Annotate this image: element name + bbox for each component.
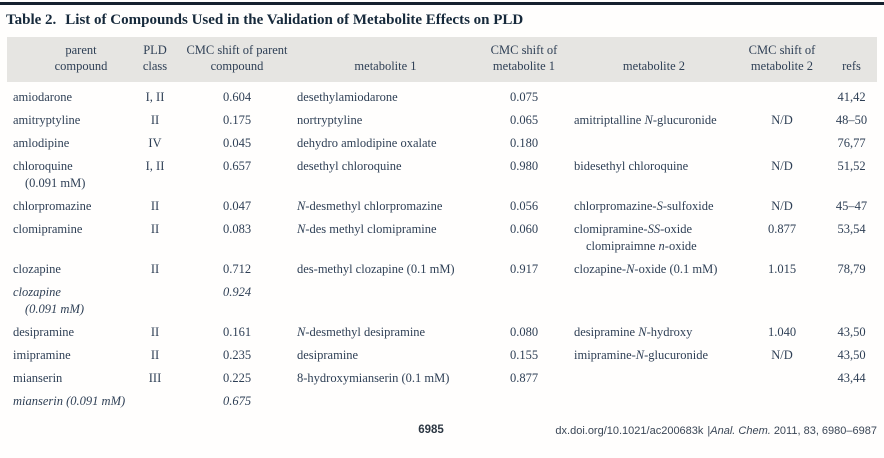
cell-refs (826, 109, 877, 132)
table-row (7, 132, 877, 155)
cell-metabolite-1 (293, 195, 478, 218)
cell-line: 53,54 (837, 222, 866, 236)
compounds-table (7, 37, 877, 413)
cell-cmc-shift-metabolite-1 (478, 218, 570, 258)
cell-cmc-shift-parent (181, 281, 293, 321)
cell-metabolite-2 (570, 155, 738, 195)
cell-cmc-shift-metabolite-1 (478, 109, 570, 132)
cell-refs (826, 258, 877, 281)
cell-cmc-shift-metabolite-1 (478, 195, 570, 218)
cell-metabolite-2 (570, 218, 738, 258)
cell-line: 0.175 (222, 113, 252, 127)
cell-pld-class (129, 321, 181, 344)
cell-cmc-shift-parent (181, 132, 293, 155)
cell-refs (826, 155, 877, 195)
cell-line: 43,44 (837, 371, 866, 385)
cell-line: 0.075 (509, 90, 539, 104)
cell-line: clozapine (13, 285, 61, 299)
cell-cmc-shift-metabolite-1 (478, 155, 570, 195)
table-row (7, 281, 877, 321)
cell-metabolite-1 (293, 218, 478, 258)
cell-line: N/D (771, 159, 793, 173)
cell-metabolite-2 (570, 109, 738, 132)
cell-refs (826, 132, 877, 155)
cell-line: 0.155 (509, 348, 539, 362)
cell-parent-compound (7, 155, 129, 195)
column-header-line: compound (54, 59, 108, 73)
table-row (7, 82, 877, 109)
cell-line: amitryptyline (13, 113, 81, 127)
cell-line: amiodarone (13, 90, 73, 104)
cell-cmc-shift-metabolite-2 (738, 367, 826, 390)
column-header-line: metabolite 2 (622, 59, 686, 73)
cell-line: clomipramine-SS-oxide (574, 222, 693, 236)
cell-refs (826, 390, 877, 413)
cell-pld-class (129, 109, 181, 132)
cell-refs (826, 218, 877, 258)
cell-line: II (150, 262, 160, 276)
column-header-line: metabolite 2 (750, 59, 814, 73)
column-header-cmc-shift-parent (181, 37, 293, 82)
cell-line: 0.877 (767, 222, 797, 236)
cell-line: 0.225 (222, 371, 252, 385)
column-header-metabolite-1 (293, 37, 478, 82)
cell-cmc-shift-metabolite-1 (478, 367, 570, 390)
cell-metabolite-2 (570, 258, 738, 281)
cell-line: clozapine (13, 262, 61, 276)
cell-cmc-shift-metabolite-2 (738, 82, 826, 109)
cell-metabolite-2 (570, 344, 738, 367)
table-row (7, 195, 877, 218)
cell-metabolite-2 (570, 281, 738, 321)
cell-line: 0.980 (509, 159, 539, 173)
column-header-line: CMC shift of (748, 43, 816, 57)
cell-line: des-methyl clozapine (0.1 mM) (297, 262, 455, 276)
cell-line: II (150, 325, 160, 339)
cell-line: 0.161 (222, 325, 252, 339)
cell-cmc-shift-metabolite-2 (738, 281, 826, 321)
cell-refs (826, 281, 877, 321)
cell-cmc-shift-metabolite-2 (738, 132, 826, 155)
citation (555, 425, 877, 437)
cell-line: 0.045 (222, 136, 252, 150)
cell-metabolite-1 (293, 281, 478, 321)
cell-line: N/D (771, 113, 793, 127)
cell-line: 1.015 (767, 262, 797, 276)
cell-metabolite-1 (293, 390, 478, 413)
cell-metabolite-1 (293, 258, 478, 281)
cell-cmc-shift-parent (181, 109, 293, 132)
cell-line: 1.040 (767, 325, 797, 339)
cell-refs (826, 195, 877, 218)
cell-line: 48–50 (835, 113, 868, 127)
cell-line: I, II (145, 159, 165, 173)
table-number-label: Table 2. (6, 12, 57, 28)
citation-doi: dx.doi.org/10.1021/ac200683k (555, 425, 704, 437)
table-row (7, 344, 877, 367)
cell-cmc-shift-metabolite-1 (478, 390, 570, 413)
cell-metabolite-1 (293, 132, 478, 155)
cell-cmc-shift-metabolite-1 (478, 132, 570, 155)
cell-pld-class (129, 281, 181, 321)
cell-line: desethylamiodarone (297, 90, 398, 104)
cell-line: desipramine (13, 325, 75, 339)
cell-line: 0.080 (509, 325, 539, 339)
cell-line: 76,77 (837, 136, 866, 150)
cell-line: 0.047 (222, 199, 252, 213)
cell-line: clomipraimne n-oxide (586, 239, 697, 253)
cell-line: 8-hydroxymianserin (0.1 mM) (297, 371, 450, 385)
cell-line: desipramine (297, 348, 359, 362)
column-header-refs (826, 37, 877, 82)
cell-line: mianserin (13, 371, 63, 385)
cell-line: 78,79 (837, 262, 866, 276)
cell-line: N-desmethyl desipramine (297, 325, 426, 339)
page-number: 6985 (418, 424, 444, 436)
page-footer (0, 423, 884, 445)
cell-line: 0.877 (509, 371, 539, 385)
cell-line: amlodipine (13, 136, 70, 150)
table-row (7, 155, 877, 195)
cell-refs (826, 82, 877, 109)
cell-refs (826, 321, 877, 344)
cell-cmc-shift-metabolite-2 (738, 218, 826, 258)
cell-metabolite-2 (570, 390, 738, 413)
cell-line: imipramine (13, 348, 71, 362)
cell-line: 0.712 (222, 262, 252, 276)
cell-parent-compound (7, 344, 129, 367)
table-row (7, 367, 877, 390)
column-header-line (828, 42, 875, 58)
cell-line: clomipramine (13, 222, 83, 236)
cell-line: clozapine-N-oxide (0.1 mM) (574, 262, 718, 276)
cell-line: nortryptyline (297, 113, 363, 127)
cell-line: II (150, 348, 160, 362)
cell-line: 45–47 (835, 199, 868, 213)
column-header-cmc-shift-metabolite-2 (738, 37, 826, 82)
cell-cmc-shift-metabolite-2 (738, 155, 826, 195)
cell-metabolite-2 (570, 132, 738, 155)
cell-metabolite-2 (570, 82, 738, 109)
cell-line: IV (148, 136, 162, 150)
cell-cmc-shift-metabolite-1 (478, 321, 570, 344)
cell-cmc-shift-metabolite-2 (738, 321, 826, 344)
cell-line: desipramine N-hydroxy (574, 325, 693, 339)
table-body (7, 82, 877, 413)
cell-metabolite-2 (570, 367, 738, 390)
cell-cmc-shift-parent (181, 390, 293, 413)
table-header (7, 37, 877, 82)
table-row (7, 109, 877, 132)
cell-pld-class (129, 218, 181, 258)
cell-metabolite-2 (570, 195, 738, 218)
table-row (7, 218, 877, 258)
cell-line: 0.917 (509, 262, 539, 276)
cell-line: 0.065 (509, 113, 539, 127)
cell-cmc-shift-parent (181, 82, 293, 109)
cell-cmc-shift-metabolite-2 (738, 109, 826, 132)
cell-cmc-shift-metabolite-1 (478, 281, 570, 321)
cell-metabolite-1 (293, 109, 478, 132)
cell-line: dehydro amlodipine oxalate (297, 136, 437, 150)
cell-line: II (150, 222, 160, 236)
cell-pld-class (129, 344, 181, 367)
cell-cmc-shift-metabolite-2 (738, 195, 826, 218)
column-header-line: metabolite 1 (492, 59, 556, 73)
cell-line: chloroquine (13, 159, 73, 173)
cell-line: III (148, 371, 162, 385)
cell-parent-compound (7, 367, 129, 390)
cell-pld-class (129, 367, 181, 390)
column-header-line (295, 42, 476, 58)
cell-line: 0.604 (222, 90, 252, 104)
cell-cmc-shift-parent (181, 344, 293, 367)
column-header-line: CMC shift of parent (186, 43, 288, 57)
table-title (0, 5, 884, 37)
cell-line: bidesethyl chloroquine (574, 159, 689, 173)
cell-pld-class (129, 258, 181, 281)
header-row (7, 37, 877, 82)
cell-pld-class (129, 195, 181, 218)
column-header-pld-class (129, 37, 181, 82)
cell-parent-compound (7, 321, 129, 344)
cell-line: 0.083 (222, 222, 252, 236)
table-row (7, 321, 877, 344)
cell-parent-compound (7, 195, 129, 218)
column-header-line: class (142, 59, 168, 73)
cell-cmc-shift-metabolite-1 (478, 82, 570, 109)
cell-metabolite-1 (293, 82, 478, 109)
cell-pld-class (129, 82, 181, 109)
column-header-line: parent (65, 43, 97, 57)
cell-line: II (150, 113, 160, 127)
cell-line: chlorpromazine-S-sulfoxide (574, 199, 714, 213)
cell-cmc-shift-parent (181, 258, 293, 281)
cell-cmc-shift-parent (181, 155, 293, 195)
cell-line: N/D (771, 199, 793, 213)
cell-line: N-des methyl clomipramine (297, 222, 437, 236)
cell-line: 0.235 (222, 348, 252, 362)
cell-metabolite-1 (293, 367, 478, 390)
cell-line: mianserin (0.091 mM) (13, 394, 126, 408)
cell-pld-class (129, 132, 181, 155)
cell-line: II (150, 199, 160, 213)
cell-parent-compound (7, 82, 129, 109)
cell-refs (826, 367, 877, 390)
column-header-line: CMC shift of (490, 43, 558, 57)
cell-cmc-shift-metabolite-1 (478, 258, 570, 281)
column-header-line: PLD (143, 43, 167, 57)
cell-line: 41,42 (837, 90, 866, 104)
cell-parent-compound (7, 218, 129, 258)
cell-line: 43,50 (837, 325, 866, 339)
citation-tail: 2011, 83, 6980–6987 (773, 425, 877, 437)
citation-journal-name: Anal. Chem. (710, 425, 771, 437)
cell-line: chlorpromazine (13, 199, 92, 213)
cell-cmc-shift-parent (181, 367, 293, 390)
cell-line: desethyl chloroquine (297, 159, 402, 173)
cell-line: 0.924 (222, 285, 252, 299)
cell-cmc-shift-metabolite-2 (738, 344, 826, 367)
cell-cmc-shift-metabolite-2 (738, 258, 826, 281)
cell-line: 43,50 (837, 348, 866, 362)
citation-separator-bar: | (707, 425, 711, 437)
cell-parent-compound (7, 281, 129, 321)
cell-cmc-shift-parent (181, 218, 293, 258)
column-header-parent-compound (7, 37, 129, 82)
cell-line: (0.091 mM) (25, 302, 85, 316)
cell-pld-class (129, 390, 181, 413)
cell-pld-class (129, 155, 181, 195)
cell-line: imipramine-N-glucuronide (574, 348, 709, 362)
cell-line: 51,52 (837, 159, 866, 173)
cell-parent-compound (7, 390, 129, 413)
cell-parent-compound (7, 132, 129, 155)
cell-refs (826, 344, 877, 367)
cell-cmc-shift-parent (181, 321, 293, 344)
column-header-line (572, 42, 736, 58)
cell-metabolite-1 (293, 344, 478, 367)
column-header-cmc-shift-metabolite-1 (478, 37, 570, 82)
cell-line: 0.657 (222, 159, 252, 173)
table-row (7, 258, 877, 281)
cell-metabolite-1 (293, 155, 478, 195)
table-row (7, 390, 877, 413)
column-header-line: compound (210, 59, 264, 73)
cell-parent-compound (7, 258, 129, 281)
cell-line: 0.056 (509, 199, 539, 213)
cell-line: (0.091 mM) (25, 176, 86, 190)
cell-line: N/D (771, 348, 793, 362)
cell-cmc-shift-metabolite-1 (478, 344, 570, 367)
column-header-line: metabolite 1 (354, 59, 417, 73)
cell-line: amitriptalline N-glucuronide (574, 113, 717, 127)
cell-line: 0.675 (222, 394, 252, 408)
cell-line: 0.180 (509, 136, 539, 150)
cell-line: 0.060 (509, 222, 539, 236)
table-title-text: List of Compounds Used in the Validation of Metabolite Effects on PLD (65, 12, 524, 28)
cell-line: N-desmethyl chlorpromazine (297, 199, 443, 213)
cell-line: I, II (145, 90, 165, 104)
column-header-metabolite-2 (570, 37, 738, 82)
cell-cmc-shift-metabolite-2 (738, 390, 826, 413)
cell-metabolite-2 (570, 321, 738, 344)
cell-parent-compound (7, 109, 129, 132)
cell-cmc-shift-parent (181, 195, 293, 218)
cell-metabolite-1 (293, 321, 478, 344)
column-header-line: refs (842, 59, 861, 73)
